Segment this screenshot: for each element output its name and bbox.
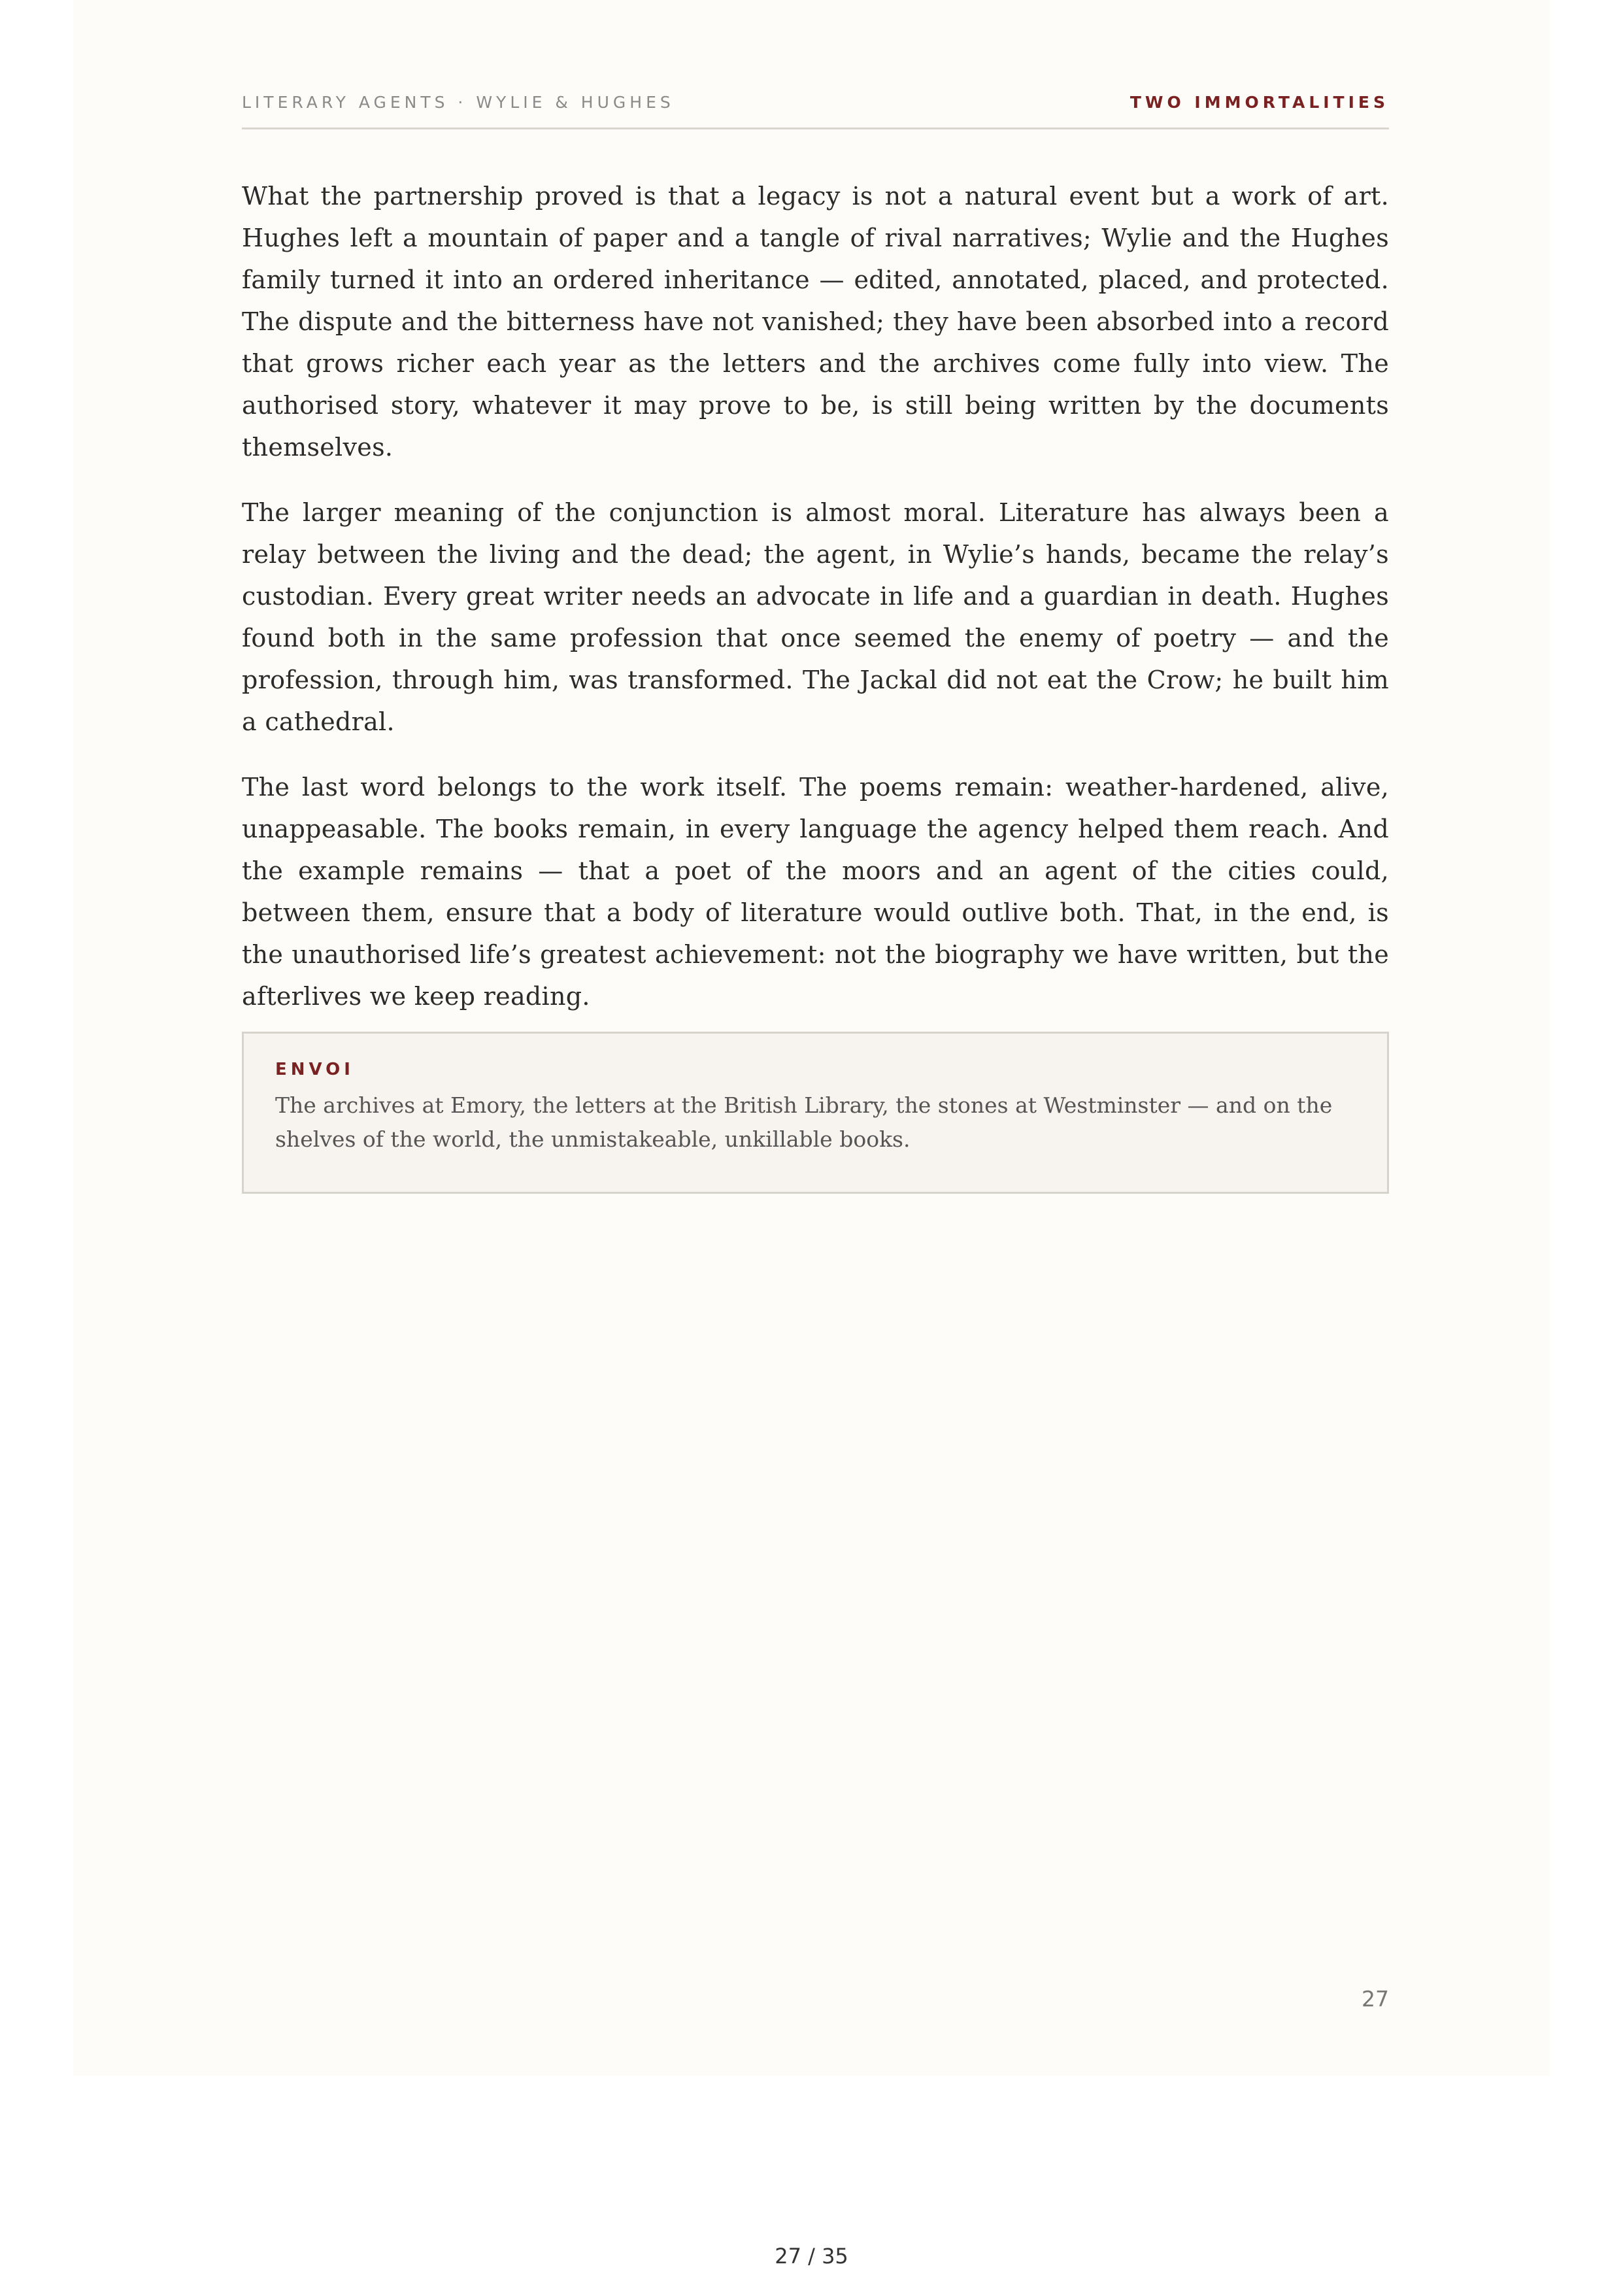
envoi-label: ENVOI — [275, 1060, 354, 1079]
paragraph: The last word belongs to the work itself. The poems remain: weather-hardened, alive, unappeasable. The books remain, in every language the agency helped them reach. And the example remains — that a poet of the moors and an agent of the cities could, between them, ensure that a body of literature would outlive both. That, in the end, is the unauthorised life’s greatest achievement: not the biography we have written, but the afterlives we keep reading. — [242, 773, 1389, 1011]
paragraph: What the partnership proved is that a legacy is not a natural event but a work of art. Hughes left a mountain of paper and a tangle of rival narratives; Wylie and the Hughes family turned it into an ordered inheritance — edited, annotated, placed, and protected. The dispute and the bitterness have not vanished; they have been absorbed into a record that grows richer each year as the letters and the archives come fully into view. The authorised story, whatever it may prove to be, is still being written by the documents themselves. — [242, 182, 1389, 462]
envoi-text: The archives at Emory, the letters at the British Library, the stones at Westminster — and on the shelves of the world, the unmistakeable, unkillable books. — [275, 1092, 1333, 1152]
paragraph: The larger meaning of the conjunction is almost moral. Literature has always been a relay between the living and the dead; the agent, in Wylie’s hands, became the relay’s custodian. Every great writer needs an advocate in life and a guardian in death. Hughes found both in the same profession that once seemed the enemy of poetry — and the profession, through him, was transformed. The Jackal did not eat the Crow; he built him a cathedral. — [242, 498, 1389, 736]
running-header — [242, 90, 1389, 129]
viewer-page-counter: 27 / 35 — [775, 2244, 848, 2269]
page-number: 27 — [1362, 1986, 1389, 2012]
running-header-right: TWO IMMORTALITIES — [1129, 93, 1389, 112]
running-header-left: LITERARY AGENTS · WYLIE & HUGHES — [242, 93, 675, 112]
envoi-callout — [242, 1032, 1389, 1194]
body-text — [242, 175, 1389, 1041]
